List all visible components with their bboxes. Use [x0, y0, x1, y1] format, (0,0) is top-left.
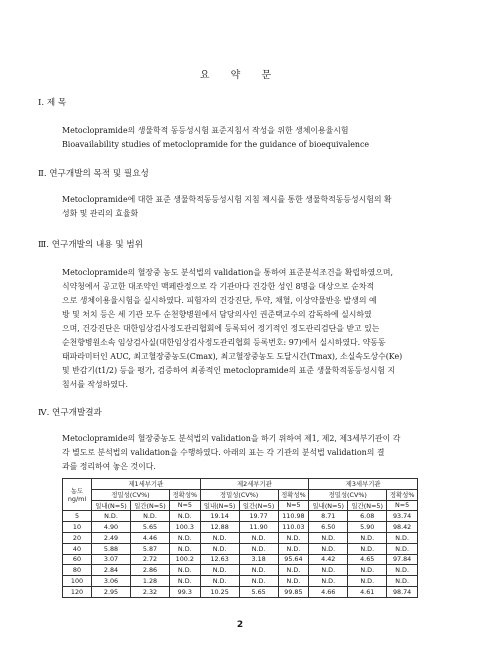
conc-cell: 100	[63, 576, 92, 587]
value-cell: 12.88	[200, 522, 239, 533]
value-cell: 2.86	[130, 565, 169, 576]
value-cell: 2.49	[92, 532, 131, 543]
section-4-heading: Ⅳ. 연구개발결과	[38, 408, 102, 418]
value-cell: 19.14	[200, 511, 239, 522]
value-cell: 4.66	[309, 586, 348, 597]
section-3-heading: Ⅲ. 연구개발의 내용 및 범위	[38, 240, 143, 250]
value-cell: 97.84	[387, 554, 418, 565]
section-3-line: 방 및 처치 등은 세 기관 모두 순천향병원에서 담당의사인 권준택교수의 감독하에 실시하였	[62, 310, 372, 319]
value-cell: N.D.	[92, 511, 131, 522]
value-cell: N.D.	[387, 576, 418, 587]
value-cell: N.D.	[239, 543, 278, 554]
value-cell: 12.63	[200, 554, 239, 565]
value-cell: 4.42	[309, 554, 348, 565]
section-2-heading: Ⅱ. 연구개발의 목적 및 필요성	[38, 169, 149, 179]
accuracy-header: 정확성%	[387, 489, 418, 500]
section-2-line: 성화 및 관리의 효율화	[62, 209, 139, 218]
value-cell: 93.74	[387, 511, 418, 522]
section-1-heading: Ⅰ. 제 목	[38, 98, 67, 108]
value-cell: 2.32	[130, 586, 169, 597]
group-header: 제1세부기관	[92, 479, 201, 490]
precision-header: 정밀성(CV%)	[309, 489, 387, 500]
value-cell: 110.03	[278, 522, 309, 533]
precision-header: 정밀성(CV%)	[92, 489, 170, 500]
value-cell: 2.84	[92, 565, 131, 576]
sub-header: 일내(N=5)	[309, 500, 348, 511]
value-cell: N.D.	[387, 543, 418, 554]
value-cell: 99.85	[278, 586, 309, 597]
value-cell: 6.08	[348, 511, 387, 522]
section-1-body	[62, 124, 432, 152]
section-3-line: 침서를 작성하였다.	[62, 380, 128, 389]
sub-header: N=5	[387, 500, 418, 511]
value-cell: N.D.	[387, 565, 418, 576]
value-cell: 6.50	[309, 522, 348, 533]
value-cell: N.D.	[278, 565, 309, 576]
section-3-line: 태파라미터인 AUC, 최고혈장중농도(Cmax), 최고혈장중농도 도달시간(Tmax), 소실속도상수(Ke)	[62, 352, 403, 361]
value-cell: N.D.	[169, 543, 200, 554]
value-cell: N.D.	[169, 576, 200, 587]
accuracy-header: 정확성%	[169, 489, 200, 500]
conc-cell: 60	[63, 554, 92, 565]
value-cell: 110.98	[278, 511, 309, 522]
sub-header: N=5	[169, 500, 200, 511]
value-cell: N.D.	[239, 565, 278, 576]
section-2-line: Metoclopramide에 대한 표준 생물학적동등성시험 지침 제시를 통한 생물학적동등성시험의 확	[62, 195, 392, 204]
value-cell: 2.72	[130, 554, 169, 565]
value-cell: 99.3	[169, 586, 200, 597]
value-cell: 5.65	[239, 586, 278, 597]
conc-cell: 10	[63, 522, 92, 533]
page-number: 2	[236, 620, 244, 630]
sub-header: 일내(N=5)	[200, 500, 239, 511]
validation-table	[62, 478, 418, 598]
section-4-line: Metoclopramide의 혈장중농도 분석법의 validation을 하기 위하여 제1, 제2, 제3세부기관이 각	[62, 434, 401, 443]
value-cell: N.D.	[348, 543, 387, 554]
value-cell: 5.88	[92, 543, 131, 554]
value-cell: N.D.	[309, 543, 348, 554]
conc-header	[63, 479, 92, 511]
sub-header: 일간(N=5)	[239, 500, 278, 511]
conc-cell: 20	[63, 532, 92, 543]
value-cell: 4.46	[130, 532, 169, 543]
value-cell: N.D.	[239, 576, 278, 587]
sub-header: 일간(N=5)	[348, 500, 387, 511]
section-1-line: Metoclopramide의 생물학적 동등성시험 표준지침서 작성을 위한 생체이용율시험	[62, 126, 349, 135]
section-3-line: 순천향병원소속 임상검사실(대한임상검사정도관리협회 등록번호: 97)에서 실시하였다. 약동동	[62, 338, 386, 347]
section-3-line: 으로 생체이용율시험을 실시하였다. 피험자의 건강진단, 투약, 채혈, 이상약물반응 발생의 예	[62, 296, 377, 305]
value-cell: 8.71	[309, 511, 348, 522]
value-cell: N.D.	[278, 576, 309, 587]
table-row	[63, 511, 418, 522]
section-4-line: 과를 정리하여 놓은 것이다.	[62, 462, 156, 471]
value-cell: N.D.	[130, 511, 169, 522]
value-cell: 10.25	[200, 586, 239, 597]
section-1-line: Bioavailability studies of metoclopramide for the guidance of bioequivalence	[62, 140, 370, 149]
value-cell: N.D.	[200, 532, 239, 543]
value-cell: 3.18	[239, 554, 278, 565]
value-cell: 4.61	[348, 586, 387, 597]
value-cell: 4.65	[348, 554, 387, 565]
value-cell: N.D.	[348, 532, 387, 543]
value-cell: 5.65	[130, 522, 169, 533]
value-cell: 4.90	[92, 522, 131, 533]
value-cell: N.D.	[200, 565, 239, 576]
value-cell: N.D.	[309, 565, 348, 576]
table-row	[63, 576, 418, 587]
value-cell: N.D.	[348, 576, 387, 587]
value-cell: 100.3	[169, 522, 200, 533]
value-cell: N.D.	[169, 532, 200, 543]
conc-header-label: 농도	[70, 487, 84, 496]
value-cell: 19.77	[239, 511, 278, 522]
conc-header-unit: ng/ml	[67, 495, 87, 504]
table-row	[63, 532, 418, 543]
sub-header: N=5	[278, 500, 309, 511]
conc-cell: 120	[63, 586, 92, 597]
value-cell: N.D.	[239, 532, 278, 543]
value-cell: N.D.	[169, 565, 200, 576]
table-row	[63, 586, 418, 597]
value-cell: 11.90	[239, 522, 278, 533]
conc-cell: 80	[63, 565, 92, 576]
value-cell: N.D.	[309, 532, 348, 543]
value-cell: 2.95	[92, 586, 131, 597]
section-3-line: 으며, 건강진단은 대한임상검사정도관리협회에 등록되어 정기적인 정도관리검단을 받고 있는	[62, 324, 380, 333]
value-cell: 95.64	[278, 554, 309, 565]
table-row	[63, 522, 418, 533]
section-4-line: 각 별도로 분석법의 validation을 수행하였다. 아래의 표는 각 기관의 분석법 validation의 결	[62, 448, 385, 457]
sub-header: 일간(N=5)	[130, 500, 169, 511]
value-cell: N.D.	[200, 576, 239, 587]
group-header: 제3세부기관	[309, 479, 418, 490]
value-cell: N.D.	[278, 532, 309, 543]
value-cell: 1.28	[130, 576, 169, 587]
table-row	[63, 543, 418, 554]
group-header: 제2세부기관	[200, 479, 309, 490]
value-cell: N.D.	[309, 576, 348, 587]
value-cell: N.D.	[278, 543, 309, 554]
value-cell: N.D.	[169, 511, 200, 522]
value-cell: 5.87	[130, 543, 169, 554]
value-cell: N.D.	[200, 543, 239, 554]
value-cell: 3.07	[92, 554, 131, 565]
value-cell: 100.2	[169, 554, 200, 565]
section-4-body	[62, 432, 432, 474]
value-cell: 98.42	[387, 522, 418, 533]
sub-header: 일내(N=5)	[92, 500, 131, 511]
conc-cell: 40	[63, 543, 92, 554]
value-cell: 3.06	[92, 576, 131, 587]
section-3-line: 식약청에서 공고한 대조약인 맥페란정으로 각 기관마다 건강한 성인 8명을 대상으로 순차적	[62, 282, 375, 291]
page-title: 요 약 문	[199, 70, 281, 81]
section-3-body	[62, 266, 432, 392]
value-cell: 98.74	[387, 586, 418, 597]
precision-header: 정밀성(CV%)	[200, 489, 278, 500]
table-body	[63, 511, 418, 597]
section-3-line: Metoclopramide의 혈장중 농도 분석법의 validation을 통하여 표준분석조건을 확립하였으며,	[62, 268, 393, 277]
section-3-line: 및 반감기(t1/2) 등을 평가, 검증하여 최종적인 metoclopramide의 표준 생물학적동등성시험 지	[62, 366, 396, 375]
value-cell: N.D.	[348, 565, 387, 576]
section-2-body	[62, 193, 432, 221]
table-row	[63, 565, 418, 576]
value-cell: N.D.	[387, 532, 418, 543]
value-cell: 5.90	[348, 522, 387, 533]
table-row	[63, 554, 418, 565]
accuracy-header: 정확성%	[278, 489, 309, 500]
conc-cell: 5	[63, 511, 92, 522]
